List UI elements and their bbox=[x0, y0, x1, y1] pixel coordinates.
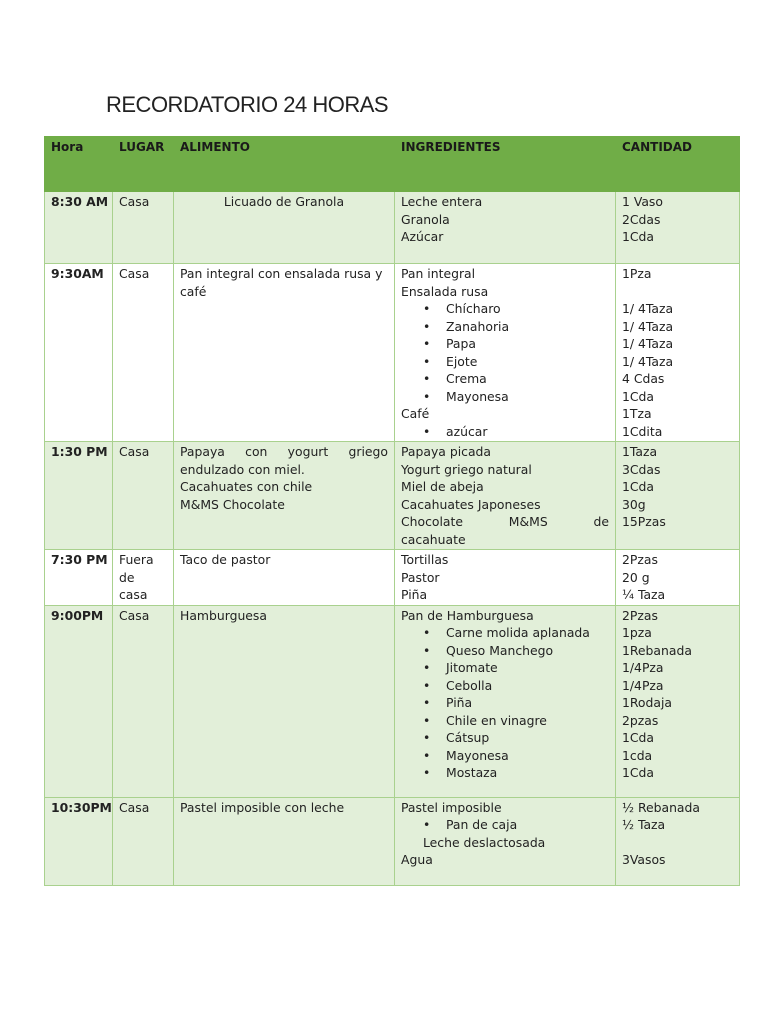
ingredient-bullet: • Pan de caja bbox=[401, 816, 609, 834]
cell-cantidad bbox=[616, 797, 740, 885]
ingredient-bullet: • Mostaza bbox=[401, 764, 609, 782]
quantity-line: 1Cdita bbox=[622, 423, 663, 439]
quantity-line: 1Cda bbox=[622, 229, 654, 244]
ingredient-line: Leche deslactosada bbox=[423, 834, 546, 850]
ingredient-line: Tortillas bbox=[401, 552, 449, 567]
quantity-line: 1 Vaso bbox=[622, 194, 663, 209]
cell-cantidad bbox=[616, 442, 740, 550]
header-ingredientes: INGREDIENTES bbox=[395, 137, 616, 192]
lugar-line: casa bbox=[119, 587, 148, 602]
quantity-line: ¼ Taza bbox=[622, 587, 666, 602]
quantity-line: 1pza bbox=[622, 625, 652, 640]
ingredient-line: Miel de abeja bbox=[401, 479, 484, 494]
ingredient-line: Pan de Hamburguesa bbox=[401, 607, 534, 623]
ingredient-line: Leche entera bbox=[401, 194, 483, 209]
ingredient-bullet: • Chile en vinagre bbox=[401, 712, 609, 730]
alimento-line: M&MS Chocolate bbox=[180, 496, 285, 512]
ingredient-bullet: • Jitomate bbox=[401, 659, 609, 677]
table-row bbox=[45, 192, 740, 264]
cell-alimento: Pastel imposible con leche bbox=[174, 797, 395, 885]
quantity-line: 1Cda bbox=[622, 388, 654, 404]
header-alimento: ALIMENTO bbox=[174, 137, 395, 192]
quantity-line: 2Pzas bbox=[622, 552, 658, 567]
quantity-line: 1Cda bbox=[622, 730, 654, 745]
ingredient-line: Pastor bbox=[401, 569, 440, 585]
cell-lugar: Casa bbox=[113, 192, 174, 264]
cell-alimento: Pan integral con ensalada rusa y café bbox=[174, 264, 395, 442]
table-row bbox=[45, 605, 740, 797]
cell-lugar: Casa bbox=[113, 442, 174, 550]
header-hora: Hora bbox=[45, 137, 113, 192]
ingredient-bullet: • Carne molida aplanada bbox=[401, 624, 609, 642]
quantity-line: 4 Cdas bbox=[622, 371, 665, 386]
cell-ingredientes bbox=[395, 797, 616, 885]
quantity-line: 1Cda bbox=[622, 479, 654, 494]
header-cantidad: CANTIDAD bbox=[616, 137, 740, 192]
ingredient-line: Agua bbox=[401, 852, 433, 867]
header-lugar: LUGAR bbox=[113, 137, 174, 192]
ingredient-bullet: • Mayonesa bbox=[401, 747, 609, 765]
cell-hora: 10:30PM bbox=[45, 797, 113, 885]
quantity-line: 1/4Pza bbox=[622, 677, 664, 693]
quantity-line: ½ Rebanada bbox=[622, 799, 700, 815]
table-row bbox=[45, 797, 740, 885]
ingredient-line: Pastel imposible bbox=[401, 799, 502, 815]
cell-hora: 9:00PM bbox=[45, 605, 113, 797]
quantity-line: ½ Taza bbox=[622, 817, 666, 832]
quantity-line: 1Tza bbox=[622, 406, 652, 421]
ingredient-bullet: • Queso Manchego bbox=[401, 642, 609, 660]
ingredient-line: cacahuate bbox=[401, 531, 466, 547]
quantity-line: 1Cda bbox=[622, 765, 654, 780]
cell-hora: 8:30 AM bbox=[45, 192, 113, 264]
ingredient-line: Café bbox=[401, 406, 430, 421]
alimento-line: Cacahuates con chile bbox=[180, 479, 313, 494]
quantity-line: 1Rebanada bbox=[622, 642, 692, 658]
ingredient-bullet: • Cebolla bbox=[401, 677, 609, 695]
ingredient-bullet: • azúcar bbox=[401, 423, 609, 441]
quantity-line bbox=[622, 283, 733, 301]
quantity-line: 1cda bbox=[622, 747, 653, 763]
quantity-line: 20 g bbox=[622, 569, 650, 585]
quantity-line: 1/4Pza bbox=[622, 660, 664, 675]
quantity-line: 1Taza bbox=[622, 444, 658, 459]
alimento-line: endulzado con miel. bbox=[180, 461, 305, 477]
quantity-line: 1Rodaja bbox=[622, 695, 673, 710]
ingredient-line: Chocolate M&MS de bbox=[401, 514, 609, 529]
quantity-line: 1/ 4Taza bbox=[622, 353, 674, 369]
cell-ingredientes bbox=[395, 442, 616, 550]
cell-ingredientes bbox=[395, 550, 616, 606]
table-header-row bbox=[45, 137, 740, 192]
ingredient-line: Ensalada rusa bbox=[401, 283, 489, 299]
ingredient-bullet: • Zanahoria bbox=[401, 318, 609, 336]
lugar-line: Fuera bbox=[119, 552, 154, 567]
ingredient-bullet: • Ejote bbox=[401, 353, 609, 371]
cell-lugar: Casa bbox=[113, 797, 174, 885]
quantity-line bbox=[622, 834, 733, 852]
cell-alimento: Hamburguesa bbox=[174, 605, 395, 797]
cell-lugar: Casa bbox=[113, 264, 174, 442]
ingredient-line: Papaya picada bbox=[401, 444, 492, 459]
ingredient-bullet: • Cátsup bbox=[401, 729, 609, 747]
food-recall-table bbox=[44, 136, 740, 886]
table-row bbox=[45, 442, 740, 550]
ingredient-line: Granola bbox=[401, 211, 450, 227]
ingredient-line: Yogurt griego natural bbox=[401, 461, 532, 477]
lugar-line: de bbox=[119, 569, 135, 585]
cell-cantidad bbox=[616, 605, 740, 797]
cell-ingredientes bbox=[395, 192, 616, 264]
cell-cantidad bbox=[616, 264, 740, 442]
cell-ingredientes bbox=[395, 605, 616, 797]
cell-hora: 9:30AM bbox=[45, 264, 113, 442]
quantity-line: 2Cdas bbox=[622, 211, 661, 227]
cell-cantidad bbox=[616, 550, 740, 606]
table-row bbox=[45, 264, 740, 442]
ingredient-bullet: • Mayonesa bbox=[401, 388, 609, 406]
ingredient-line: Cacahuates Japoneses bbox=[401, 496, 541, 512]
quantity-line: 3Cdas bbox=[622, 461, 661, 477]
cell-alimento: Licuado de Granola bbox=[174, 192, 395, 264]
cell-alimento: Taco de pastor bbox=[174, 550, 395, 606]
quantity-line: 1/ 4Taza bbox=[622, 318, 674, 334]
alimento-line: Papaya con yogurt griego bbox=[180, 444, 388, 459]
quantity-line: 2pzas bbox=[622, 712, 659, 728]
cell-lugar bbox=[113, 550, 174, 606]
ingredient-bullet: • Piña bbox=[401, 694, 609, 712]
cell-ingredientes bbox=[395, 264, 616, 442]
cell-hora: 1:30 PM bbox=[45, 442, 113, 550]
ingredient-bullet: • Papa bbox=[401, 335, 609, 353]
ingredient-bullet: • Chícharo bbox=[401, 300, 609, 318]
quantity-line: 2Pzas bbox=[622, 607, 658, 623]
quantity-line: 30g bbox=[622, 496, 646, 512]
ingredient-line: Pan integral bbox=[401, 266, 476, 281]
cell-cantidad bbox=[616, 192, 740, 264]
table-row bbox=[45, 550, 740, 606]
ingredient-line: Azúcar bbox=[401, 229, 444, 244]
ingredient-line: Piña bbox=[401, 587, 428, 602]
quantity-line: 15Pzas bbox=[622, 514, 666, 529]
quantity-line: 3Vasos bbox=[622, 852, 666, 867]
quantity-line: 1/ 4Taza bbox=[622, 336, 674, 351]
cell-alimento bbox=[174, 442, 395, 550]
quantity-line: 1/ 4Taza bbox=[622, 301, 674, 316]
quantity-line: 1Pza bbox=[622, 266, 652, 281]
cell-lugar: Casa bbox=[113, 605, 174, 797]
ingredient-bullet: • Crema bbox=[401, 370, 609, 388]
cell-hora: 7:30 PM bbox=[45, 550, 113, 606]
page-title: RECORDATORIO 24 HORAS bbox=[106, 92, 389, 117]
